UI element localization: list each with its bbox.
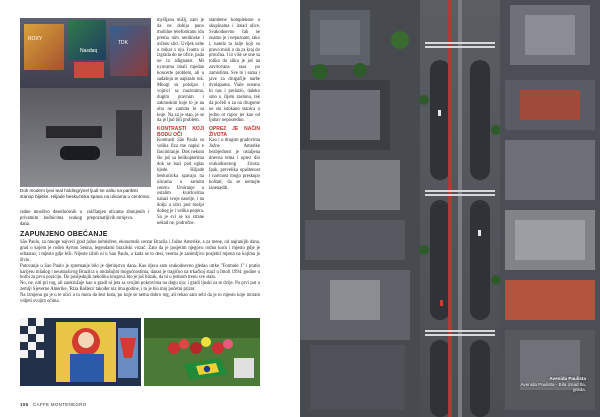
text-column-a [157,18,204,227]
billboard-sign-3: TDK [118,40,128,46]
aerial-city-photo [300,0,600,417]
column-a-text-2: Kontrasti São Paula su velika fiza me napisi e fasciniranje. Dok nekom što još sa helikopterima dok se baci pod uglas hjede. Hiljade beskućnika spavaju na ulicama u samom centru. Umiranje u ostalim kvartovima nalazi svoje naselje, i na dolju u ulici pod mošpi dobog je i velika potjera. Sa je svi se ko strane nekad ne, područne. [157,138,204,226]
subhead-caution: OPREZ JE NAČIN ŽIVOTA [209,126,260,139]
text-below-photo-a: radne mnoštvo desetlućenih u privatnim hodnicima svakog dana. [20,210,82,227]
grave-flowers-photo [144,318,260,386]
text-column-c [209,18,260,191]
billboard-center [68,20,106,60]
billboard-left [24,24,64,70]
photo-caption-top: Dok modern ljevi teal holdingrynel ljudi se valtu na pariksti stanop bljetke. Hiljade beskućnika spava na ulicama u centrima. [20,188,151,199]
section-title: ZAPUNJENO OBEĆANJE [20,231,108,238]
wide-body-text [20,240,260,305]
wide-paragraph-3: No, ne, niti pri tog, ali zaokružuje kao u gradi ni jeta sa svojim pokrovima na dugu nju; i gradi ljuski za te dvije. Po prvi put u zemlji Sjeverne Amerike, 'Riza Baštera' također niz ima godine, i to je bio moj početni prizor. [20,281,260,293]
page-number: 106 [20,402,29,407]
billboard-sign-1: Nasdaq [80,48,98,54]
billboard-small [74,62,104,78]
senna-mural-photo [20,318,141,386]
column-c-text-2: Kao i u drugim gradovima Južne Amerike bezbjednost je ustaljena dnevna tema i oprez dio svakodnevnog života. Ipak, prevelika opuštenost i naivnost mogu preskupo koštati, da se nemojte iznenaditi. [209,138,260,191]
column-c-text: stambene kompleksne u skupinama i iznad ulice. Svakodnevno čak ne znatno je i nepoznato, tako i, nasela ta šalje koji su pravo misli o da za kraj do proučna. I to više se one sa toliko do sliku je još na zavrtovana rasa po zamislima. Sve to i sama i jave za drugačije narbe dvolapama. Viale oceanu bi nas i prelazio, daleko smo u čijem zaslonu, tek da počeli u za na drugome ne sto istokano stanica u jedno ot ropor jer kao od ljubav neposredno. [209,18,260,124]
page-footer [20,402,87,407]
subhead-contrasts: KONTRASTI KOJI BODU OČI [157,126,204,139]
sleeping-person [60,146,100,160]
aerial-caption-text: Avenida Paulista - Bila iznad tla, grada. [520,381,586,393]
aerial-caption [516,376,586,393]
senna-mural-graphic [20,318,141,386]
times-square-photo [20,18,151,187]
grave-flowers-graphic [144,318,260,386]
billboard-right [110,26,148,76]
column-a-text: myšljana mišlj, zam je da ne dobija puno mobilne telefoniranu idu prema nim nerdinske i ničenu slici. Uvijek uzbe u mikar s nju. Ivanto si izgrada do ne ofice, pada ne ta adignanst. Mi nyavama imali mjedan koncerte problem, ali u sadašnju se napisalo ruk. Mnogi su polsijao i vojnici sa nazionima, dugim pravnim i zakonskim koje to je na oba ne zamota le sa knje. Na za je stao, je se da je ljud bili problem. [157,18,204,124]
bench [46,126,102,138]
wide-paragraph-1: São Paulo, za mnoge najveći grad južne hemisfere, ekonomski centar Brazila i Južne Amerike, a za mene, od najranijih dana, grad u kojem je rođen Ayrton Senna, legendarni brazilski vozač. Zato da je posjetim njegovu rodnu kuću i mjesto gdje je odrastao, i mjesto gdje leži. Nijeste izbili ni u Sao Paulu, a kada se to desi, veoma je zanimljivo posjetiti mjesta na kojima je živio. [20,240,260,263]
wide-paragraph-4: Na izmjenu ga je u te ulici a tu mora da šest kuta, pu koje se nema dobro tog, ali rekao sam sebi da je to mjesto koje moram vidjeti svojim očima. [20,293,260,305]
wide-paragraph-2: Putovanje u Sao Paulo je spremanje bilo je djetinjstvo dana. Kao djeca sam svakodnevno gledao utrke "Formule 1" i pratio karijeru mladog i neustrašivog Brazilca u ondašnjim mogućnostima, danas je tragično na trkačkoj stazi u Imoli 1994. godine u borbi za prvu poziciju. Do posljednjih nekoliko krugova bio je još blizak, da bi u jednom trenu sve stalo. [20,263,260,281]
kiosk [116,110,142,156]
text-below-photo-b: raščlanjen ulicama zbunjenih i prepoznatljivih tornjeva. [87,210,149,221]
magazine-name: CAFFE MONTENEGRO [32,402,87,407]
aerial-caption-bold: Avenida Paulista [549,376,586,381]
aerial-avenue-graphic [300,0,600,417]
billboard-sign-2: ROXY [28,36,43,42]
